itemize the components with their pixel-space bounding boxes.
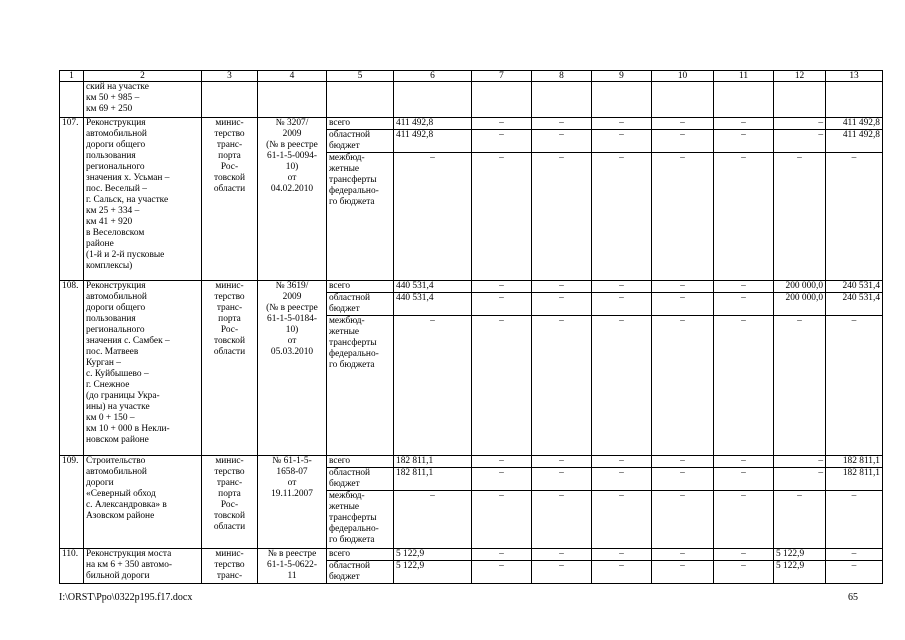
value-cell: –: [472, 491, 532, 549]
footer-file-path: I:\ORST\Ppo\0322p195.f17.docx: [59, 592, 193, 603]
ministry-cell: минис- терство транс- порта Рос- товской области: [202, 281, 258, 456]
value-cell: 182 811,1: [826, 456, 883, 468]
row-number-cell: 108.: [60, 281, 84, 456]
source-cell: областной бюджет: [327, 293, 394, 316]
ministry-cell: минис- терство транс-: [202, 549, 258, 584]
source-cell: областной бюджет: [327, 468, 394, 491]
value-cell: –: [532, 293, 592, 316]
value-cell: –: [472, 456, 532, 468]
header-cell: 9: [592, 71, 652, 82]
value-cell: –: [592, 456, 652, 468]
value-cell: –: [592, 130, 652, 153]
source-cell: межбюд- жетные трансферты федерально- го бюджета: [327, 153, 394, 281]
header-cell: 8: [532, 71, 592, 82]
header-cell: 2: [84, 71, 202, 82]
value-cell: 182 811,1: [394, 468, 472, 491]
value-cell: –: [472, 153, 532, 281]
header-cell: 13: [826, 71, 883, 82]
source-cell: межбюд- жетные трансферты федерально- го бюджета: [327, 316, 394, 456]
value-cell: –: [592, 561, 652, 584]
value-cell: –: [532, 316, 592, 456]
source-cell: межбюд- жетные трансферты федерально- го бюджета: [327, 491, 394, 549]
header-cell: 7: [472, 71, 532, 82]
row-number-cell: 107.: [60, 118, 84, 281]
value-cell: –: [472, 316, 532, 456]
value-cell: 5 122,9: [394, 549, 472, 561]
document-cell: № в реестре 61-1-5-0622- 11: [258, 549, 327, 584]
value-cell: –: [652, 293, 714, 316]
value-cell: –: [472, 468, 532, 491]
value-cell: –: [714, 549, 774, 561]
header-cell: 3: [202, 71, 258, 82]
value-cell: [472, 82, 532, 118]
value-cell: –: [532, 118, 592, 130]
value-cell: 411 492,8: [394, 118, 472, 130]
source-cell: областной бюджет: [327, 130, 394, 153]
document-cell: № 3207/ 2009 (№ в реестре 61-1-5-0094- 10) от 04.02.2010: [258, 118, 327, 281]
value-cell: –: [532, 153, 592, 281]
value-cell: 240 531,4: [826, 293, 883, 316]
source-cell: [327, 82, 394, 118]
value-cell: [532, 82, 592, 118]
value-cell: –: [592, 153, 652, 281]
ministry-cell: [202, 82, 258, 118]
value-cell: –: [826, 316, 883, 456]
value-cell: 182 811,1: [826, 468, 883, 491]
value-cell: –: [532, 281, 592, 293]
header-cell: 12: [774, 71, 826, 82]
header-cell: 6: [394, 71, 472, 82]
value-cell: –: [592, 281, 652, 293]
header-cell: 1: [60, 71, 84, 82]
value-cell: –: [774, 118, 826, 130]
value-cell: –: [652, 281, 714, 293]
value-cell: 240 531,4: [826, 281, 883, 293]
value-cell: –: [472, 281, 532, 293]
source-cell: всего: [327, 281, 394, 293]
value-cell: –: [826, 153, 883, 281]
value-cell: –: [774, 468, 826, 491]
value-cell: 440 531,4: [394, 281, 472, 293]
document-cell: № 61-1-5- 1658-07 от 19.11.2007: [258, 456, 327, 549]
value-cell: –: [774, 316, 826, 456]
value-cell: –: [774, 130, 826, 153]
value-cell: 5 122,9: [394, 561, 472, 584]
document-cell: № 3619/ 2009 (№ в реестре 61-1-5-0184- 10) от 05.03.2010: [258, 281, 327, 456]
source-cell: областной бюджет: [327, 561, 394, 584]
value-cell: –: [472, 130, 532, 153]
value-cell: –: [532, 468, 592, 491]
value-cell: –: [652, 456, 714, 468]
value-cell: –: [472, 549, 532, 561]
value-cell: 411 492,8: [826, 118, 883, 130]
value-cell: –: [652, 549, 714, 561]
header-cell: 5: [327, 71, 394, 82]
row-number-cell: 110.: [60, 549, 84, 584]
value-cell: –: [472, 293, 532, 316]
source-cell: всего: [327, 456, 394, 468]
header-cell: 10: [652, 71, 714, 82]
table-row: [60, 118, 883, 130]
value-cell: 411 492,8: [826, 130, 883, 153]
value-cell: –: [714, 316, 774, 456]
ministry-cell: минис- терство транс- порта Рос- товской области: [202, 456, 258, 549]
header-cell: 4: [258, 71, 327, 82]
table-row: [60, 549, 883, 561]
value-cell: [826, 82, 883, 118]
value-cell: –: [652, 153, 714, 281]
value-cell: [714, 82, 774, 118]
value-cell: –: [714, 130, 774, 153]
value-cell: –: [532, 491, 592, 549]
value-cell: –: [472, 118, 532, 130]
value-cell: –: [652, 118, 714, 130]
value-cell: –: [532, 549, 592, 561]
row-number-cell: 109.: [60, 456, 84, 549]
table-row: [60, 82, 883, 118]
value-cell: –: [714, 118, 774, 130]
value-cell: 411 492,8: [394, 130, 472, 153]
value-cell: –: [532, 456, 592, 468]
value-cell: 5 122,9: [774, 561, 826, 584]
value-cell: –: [714, 491, 774, 549]
value-cell: –: [714, 293, 774, 316]
table-row: [60, 456, 883, 468]
table-header-row: [60, 71, 883, 82]
value-cell: –: [532, 561, 592, 584]
value-cell: 200 000,0: [774, 293, 826, 316]
value-cell: –: [394, 153, 472, 281]
value-cell: 5 122,9: [774, 549, 826, 561]
object-name-cell: Реконструкция автомобильной дороги общего пользования регионального значения с. Самбек – пос. Матвеев Курган – с. Куйбышево – г. Снежное (до границы Укра- ины) на участке км 0 + 150 – км 10 + 000 в Некли- новском районе: [84, 281, 202, 456]
value-cell: –: [774, 456, 826, 468]
row-number-cell: [60, 82, 84, 118]
value-cell: [774, 82, 826, 118]
value-cell: –: [714, 456, 774, 468]
value-cell: –: [592, 468, 652, 491]
value-cell: –: [652, 468, 714, 491]
value-cell: –: [826, 549, 883, 561]
value-cell: –: [774, 491, 826, 549]
document-cell: [258, 82, 327, 118]
table-row: [60, 281, 883, 293]
footer-page-number: 65: [848, 592, 858, 603]
source-cell: всего: [327, 549, 394, 561]
source-cell: всего: [327, 118, 394, 130]
value-cell: –: [592, 549, 652, 561]
header-cell: 11: [714, 71, 774, 82]
value-cell: [394, 82, 472, 118]
value-cell: –: [592, 491, 652, 549]
value-cell: –: [592, 118, 652, 130]
object-name-cell: Реконструкция моста на км 6 + 350 автомо- бильной дороги: [84, 549, 202, 584]
value-cell: –: [826, 561, 883, 584]
value-cell: –: [652, 561, 714, 584]
object-name-cell: ский на участке км 50 + 985 – км 69 + 250: [84, 82, 202, 118]
value-cell: –: [532, 130, 592, 153]
value-cell: –: [652, 491, 714, 549]
value-cell: –: [652, 130, 714, 153]
value-cell: [652, 82, 714, 118]
value-cell: –: [714, 561, 774, 584]
value-cell: –: [714, 468, 774, 491]
value-cell: –: [652, 316, 714, 456]
value-cell: –: [394, 491, 472, 549]
value-cell: [592, 82, 652, 118]
program-table: [59, 70, 883, 584]
object-name-cell: Реконструкция автомобильной дороги общего пользования регионального значения х. Усьман – пос. Веселый – г. Сальск, на участке км 25 + 334 – км 41 + 920 в Веселовском районе (1-й и 2-й пусковые комплексы): [84, 118, 202, 281]
object-name-cell: Строительство автомобильной дороги «Северный обход с. Александровка» в Азовском районе: [84, 456, 202, 549]
value-cell: 182 811,1: [394, 456, 472, 468]
value-cell: –: [774, 153, 826, 281]
value-cell: 200 000,0: [774, 281, 826, 293]
value-cell: –: [826, 491, 883, 549]
value-cell: –: [592, 316, 652, 456]
ministry-cell: минис- терство транс- порта Рос- товской области: [202, 118, 258, 281]
value-cell: 440 531,4: [394, 293, 472, 316]
value-cell: –: [592, 293, 652, 316]
value-cell: –: [394, 316, 472, 456]
value-cell: –: [472, 561, 532, 584]
value-cell: –: [714, 153, 774, 281]
value-cell: –: [714, 281, 774, 293]
